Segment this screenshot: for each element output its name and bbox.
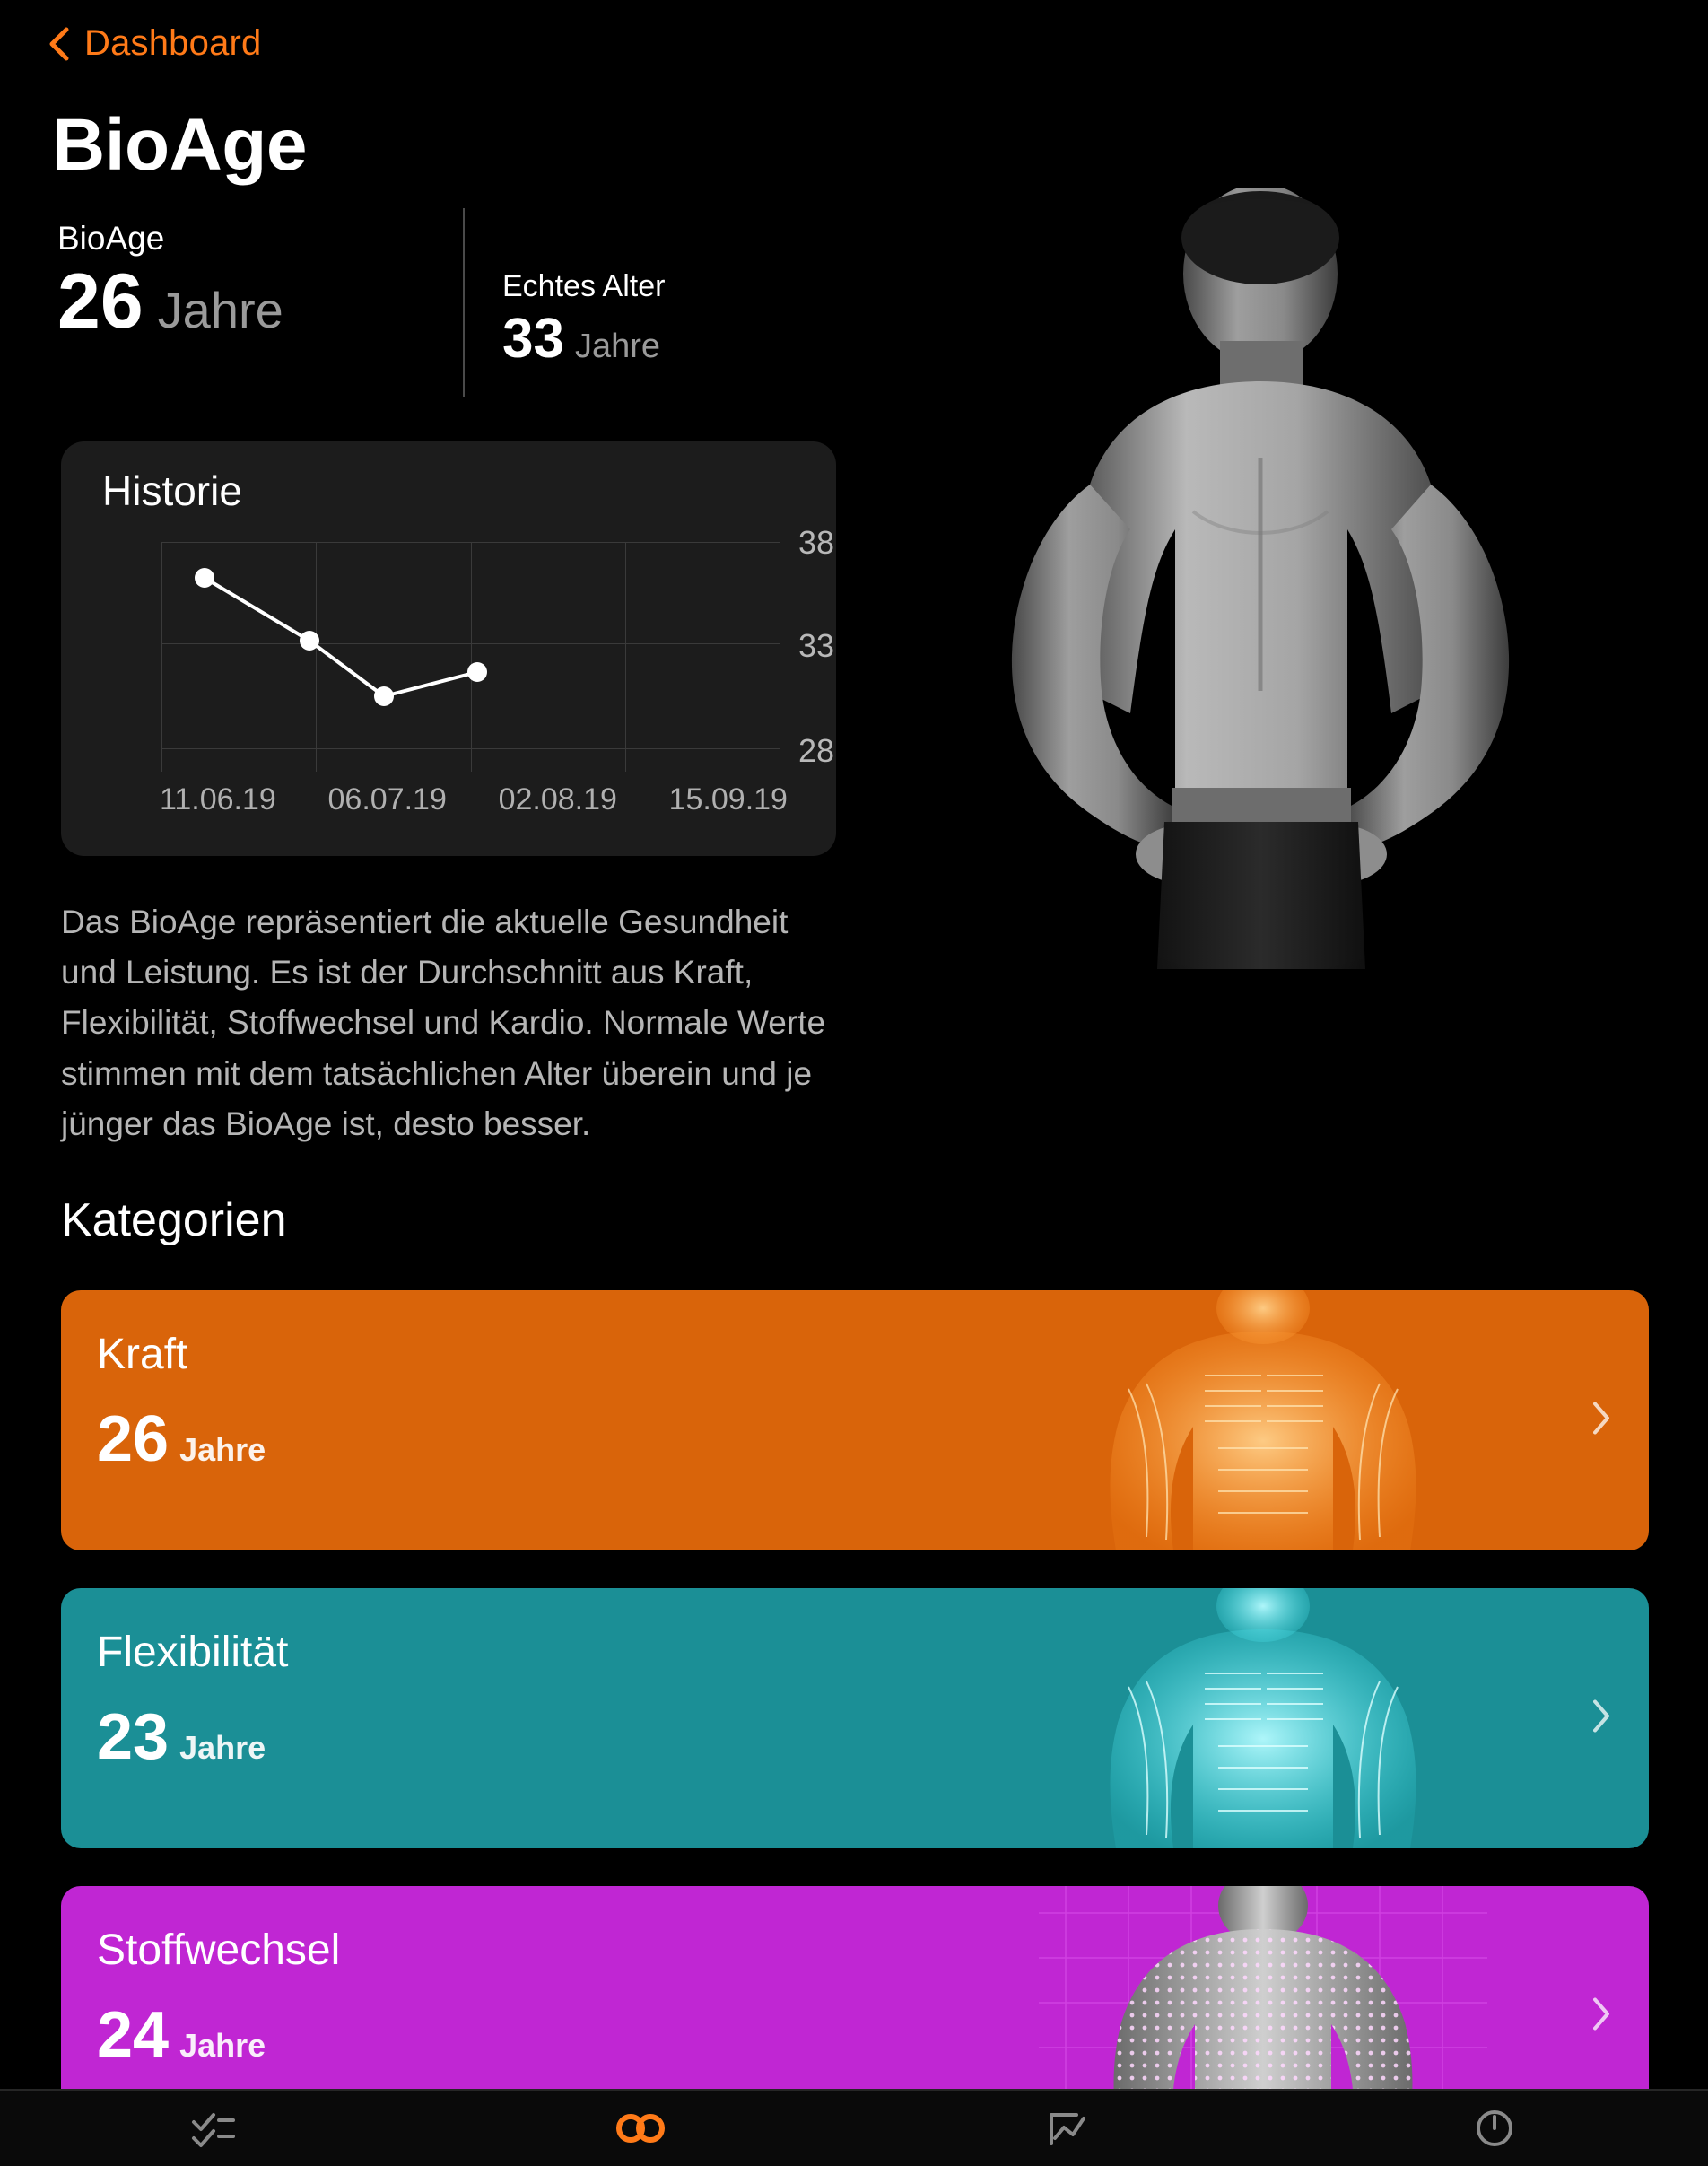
categories-heading: Kategorien (61, 1194, 287, 1246)
chevron-right-icon[interactable] (1591, 1401, 1611, 1441)
category-unit: Jahre (179, 2027, 266, 2064)
flexibilitaet-muscle-art (1003, 1588, 1523, 1848)
history-y-axis (789, 524, 870, 793)
profile-icon (1473, 2108, 1516, 2149)
category-value: 26 (97, 1403, 170, 1475)
category-name: Kraft (97, 1331, 188, 1378)
y-tick: 28 (798, 732, 835, 769)
real-age-unit: Jahre (574, 328, 661, 365)
page-title: BioAge (52, 104, 307, 186)
category-value: 24 (97, 1999, 170, 2071)
activity-rings-icon (615, 2108, 666, 2149)
category-card-kraft[interactable] (61, 1290, 1649, 1550)
category-card-flexibilitaet[interactable] (61, 1588, 1649, 1848)
history-title: Historie (102, 467, 242, 514)
category-unit: Jahre (179, 1729, 266, 1766)
bioage-description: Das BioAge repräsentiert die aktuelle Gesundheit und Leistung. Es ist der Durchschnitt aus Kraft, Flexibilität, Stoffwechsel und Kardio. Normale Werte stimmen mit dem tatsächlichen Alter überein und je jünger das BioAge ist, desto besser. (61, 904, 826, 1142)
tab-activity[interactable] (427, 2091, 854, 2166)
tab-checklist[interactable] (0, 2091, 427, 2166)
bioage-summary (57, 220, 452, 345)
x-tick: 15.09.19 (668, 782, 788, 817)
x-tick: 11.06.19 (160, 782, 276, 817)
bioage-value: 26 (57, 258, 144, 345)
real-age-summary (502, 269, 879, 370)
history-card (61, 441, 836, 856)
summary-divider (463, 208, 465, 397)
chart-icon (1046, 2108, 1089, 2149)
hero-body-image (906, 188, 1615, 1077)
y-tick: 33 (798, 627, 835, 664)
chevron-right-icon[interactable] (1591, 1699, 1611, 1739)
tab-profile[interactable] (1281, 2091, 1708, 2166)
y-tick: 38 (798, 524, 835, 561)
x-tick: 06.07.19 (327, 782, 447, 817)
kraft-muscle-art (1003, 1290, 1523, 1550)
back-button[interactable] (47, 23, 261, 64)
bottom-nav (0, 2089, 1708, 2166)
real-age-value: 33 (502, 308, 564, 370)
category-value: 23 (97, 1701, 170, 1773)
bioage-unit: Jahre (157, 282, 283, 338)
category-unit: Jahre (179, 1431, 266, 1468)
checklist-icon (190, 2108, 237, 2149)
chevron-left-icon (47, 26, 70, 62)
real-age-label: Echtes Alter (502, 269, 666, 303)
history-chart-line (161, 542, 780, 772)
tab-chart[interactable] (854, 2091, 1281, 2166)
category-name: Flexibilität (97, 1629, 289, 1676)
chevron-right-icon[interactable] (1591, 1996, 1611, 2037)
x-tick: 02.08.19 (498, 782, 617, 817)
back-label: Dashboard (84, 23, 262, 63)
category-name: Stoffwechsel (97, 1926, 341, 1974)
history-chart (161, 542, 780, 772)
history-x-axis (160, 782, 788, 817)
bioage-label: BioAge (57, 220, 165, 257)
